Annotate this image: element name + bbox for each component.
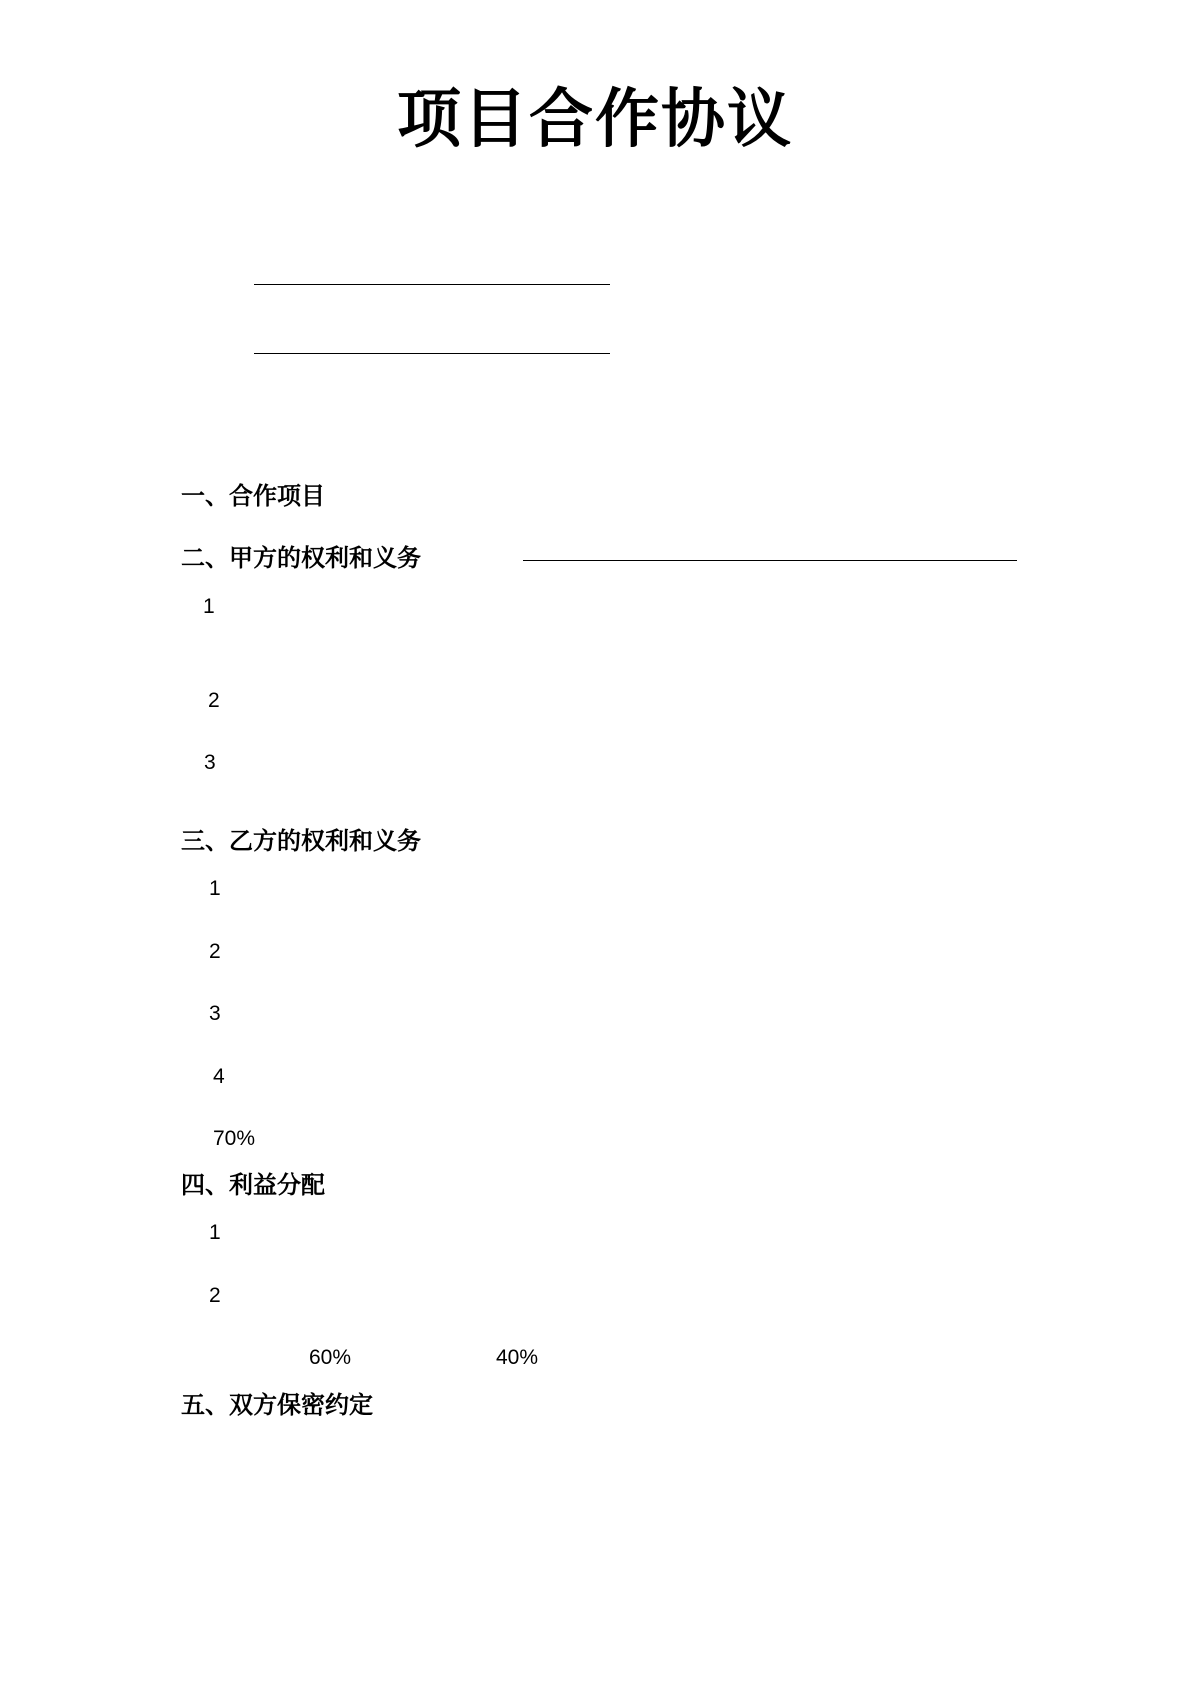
section-4-heading: 四、利益分配: [181, 1170, 325, 1199]
section-4-item-number: 1: [209, 1221, 221, 1244]
section-2-item-number: 1: [203, 595, 215, 618]
document-title: 项目合作协议: [397, 82, 793, 157]
section-5-heading: 五、双方保密约定: [181, 1390, 373, 1419]
section-3-item-number: 2: [209, 940, 221, 963]
section-4-share-b: 40%: [496, 1346, 539, 1369]
party-a-blank-line: [254, 284, 610, 285]
section-3-heading: 三、乙方的权利和义务: [181, 826, 421, 855]
section-1-heading: 一、合作项目: [181, 481, 325, 510]
section-3-item-number: 1: [209, 877, 221, 900]
party-b-blank-line: [254, 353, 610, 354]
section-4-share-a: 60%: [309, 1346, 352, 1369]
section-3-item-number: 4: [213, 1065, 225, 1088]
section-2-item-number: 3: [204, 751, 216, 774]
section-3-percentage: 70%: [213, 1127, 256, 1150]
section-4-item-number: 2: [209, 1284, 221, 1307]
section-2-item-number: 2: [208, 689, 220, 712]
section-3-item-number: 3: [209, 1002, 221, 1025]
section-2-blank-line: [523, 560, 1017, 561]
section-2-heading: 二、甲方的权利和义务: [181, 543, 421, 572]
